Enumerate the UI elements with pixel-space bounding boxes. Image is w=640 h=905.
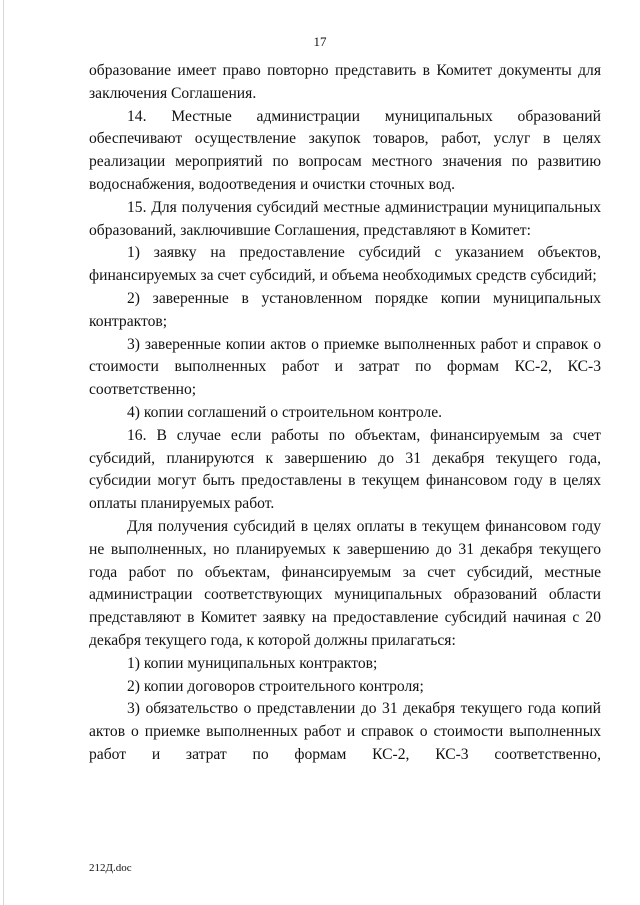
paragraph-item-16-conditions: Для получения субсидий в целях оплаты в текущем финансовом году не выполненных, но планируемых к завершению до 31 декабря текущего года работ по объектам, финансируемым за счет субсидий, местные администрации соответствующих муниципальных образований области представляют в Комитет заявку на предоставление субсидий начиная с 20 декабря текущего года, к которой должны прилагаться: [89, 517, 601, 649]
paragraph-continuation: образование имеет право повторно представить в Комитет документы для заключения Соглашения. [89, 62, 601, 102]
footer-filename: 212Д.doc [89, 862, 132, 874]
paragraph-item-14: 14. Местные администрации муниципальных образований обеспечивают осуществление закупок товаров, работ, услуг в целях реализации мероприятий по вопросам местного значения по развитию водоснабжения, водоотведения и очистки сточных вод. [89, 107, 601, 193]
list-item-16-1: 1) копии муниципальных контрактов; [127, 654, 378, 672]
document-body [89, 60, 601, 767]
list-item-15-3: 3) заверенные копии актов о приемке выполненных работ и справок о стоимости выполненных работ и затрат по формам КС-2, КС-3 соответственно; [89, 335, 601, 399]
list-item-15-4: 4) копии соглашений о строительном контроле. [127, 403, 443, 421]
list-item-15-1: 1) заявку на предоставление субсидий с указанием объектов, финансируемых за счет субсидий, и объема необходимых средств субсидий; [89, 244, 601, 285]
paragraph-item-16: 16. В случае если работы по объектам, финансируемым за счет субсидий, планируются к завершению до 31 декабря текущего года, субсидии могут быть предоставлены в текущем финансовом году в целях оплаты планируемых работ. [89, 426, 601, 513]
list-item-16-3: 3) обязательство о представлении до 31 декабря текущего года копий актов о приемке выполненных работ и справок о стоимости выполненных работ и затрат по формам КС-2, КС-3 соответственно, [89, 700, 601, 763]
paragraph-item-15: 15. Для получения субсидий местные администрации муниципальных образований, заключившие Соглашения, представляют в Комитет: [89, 198, 601, 239]
page-edge [3, 0, 4, 905]
list-item-16-2: 2) копии договоров строительного контроля; [127, 677, 424, 695]
list-item-15-2: 2) заверенные в установленном порядке копии муниципальных контрактов; [89, 289, 601, 330]
page-number: 17 [313, 34, 327, 49]
